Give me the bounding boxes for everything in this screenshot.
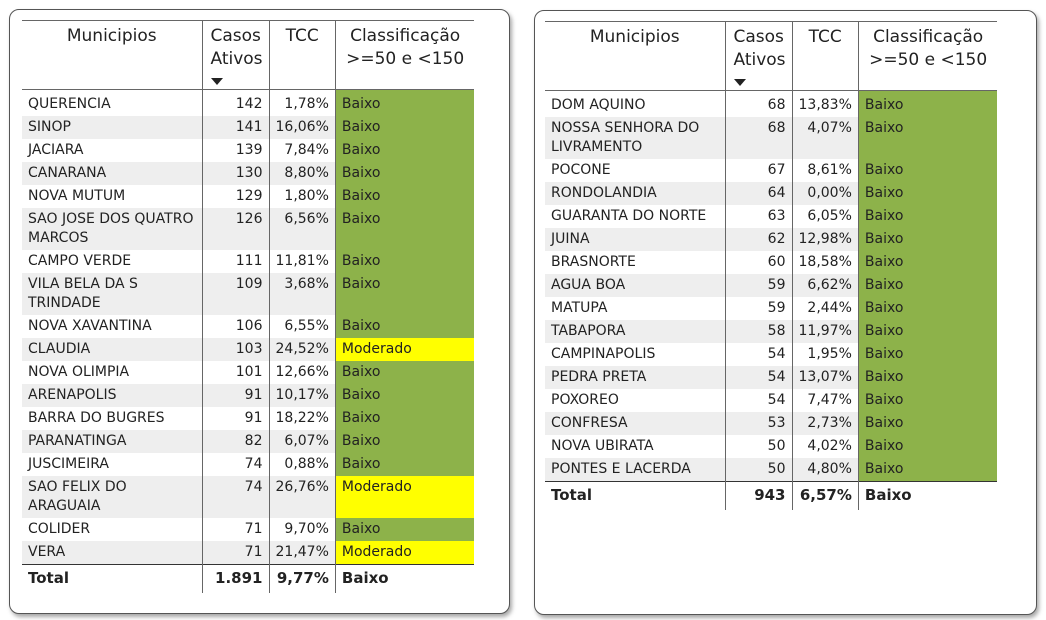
casos-ativos-cell: 68 xyxy=(725,91,792,118)
municipio-cell: VERA xyxy=(22,541,202,565)
classificacao-cell: Baixo xyxy=(858,458,997,482)
tcc-cell: 1,78% xyxy=(269,90,335,117)
classificacao-cell: Baixo xyxy=(858,366,997,389)
casos-ativos-cell: 59 xyxy=(725,274,792,297)
casos-ativos-cell: 68 xyxy=(725,117,792,159)
municipio-cell: BRASNORTE xyxy=(545,251,725,274)
classificacao-cell: Baixo xyxy=(335,384,474,407)
classificacao-cell: Baixo xyxy=(335,162,474,185)
classificacao-cell: Baixo xyxy=(858,159,997,182)
header-casos-ativos[interactable] xyxy=(725,22,792,91)
total-row xyxy=(22,565,474,594)
casos-ativos-cell: 126 xyxy=(202,208,269,250)
tcc-cell: 6,62% xyxy=(792,274,858,297)
header-casos-ativos[interactable] xyxy=(202,21,269,90)
table-row[interactable] xyxy=(22,518,474,541)
tcc-cell: 18,22% xyxy=(269,407,335,430)
table-row[interactable] xyxy=(545,159,997,182)
table-row[interactable] xyxy=(22,208,474,250)
classificacao-cell: Baixo xyxy=(335,208,474,250)
classificacao-cell: Baixo xyxy=(858,412,997,435)
tcc-cell: 2,44% xyxy=(792,297,858,320)
casos-ativos-cell: 106 xyxy=(202,315,269,338)
classificacao-cell: Baixo xyxy=(858,297,997,320)
table-row[interactable] xyxy=(545,366,997,389)
header-classificacao-label: Classificação xyxy=(873,27,984,47)
header-municipios[interactable]: Municipios xyxy=(545,22,725,91)
classificacao-cell: Baixo xyxy=(858,205,997,228)
classificacao-cell: Baixo xyxy=(858,389,997,412)
tcc-cell: 0,88% xyxy=(269,453,335,476)
casos-ativos-cell: 74 xyxy=(202,453,269,476)
classificacao-cell: Baixo xyxy=(858,435,997,458)
table-row[interactable] xyxy=(22,185,474,208)
sort-desc-icon[interactable] xyxy=(734,79,746,86)
casos-ativos-cell: 62 xyxy=(725,228,792,251)
municipios-table-right xyxy=(545,21,997,510)
tcc-cell: 18,58% xyxy=(792,251,858,274)
table-row[interactable] xyxy=(22,384,474,407)
tcc-cell: 7,84% xyxy=(269,139,335,162)
casos-ativos-cell: 59 xyxy=(725,297,792,320)
table-row[interactable] xyxy=(545,251,997,274)
table-row[interactable] xyxy=(545,320,997,343)
table-row[interactable] xyxy=(22,116,474,139)
tcc-cell: 8,80% xyxy=(269,162,335,185)
casos-ativos-cell: 54 xyxy=(725,366,792,389)
municipio-cell: PONTES E LACERDA xyxy=(545,458,725,482)
table-row[interactable] xyxy=(22,338,474,361)
municipio-cell: QUERENCIA xyxy=(22,90,202,117)
tcc-cell: 26,76% xyxy=(269,476,335,518)
total-label: Total xyxy=(545,482,725,511)
municipio-cell: SINOP xyxy=(22,116,202,139)
municipio-cell: PARANATINGA xyxy=(22,430,202,453)
casos-ativos-cell: 101 xyxy=(202,361,269,384)
municipio-cell: JUSCIMEIRA xyxy=(22,453,202,476)
header-tcc[interactable]: TCC xyxy=(269,21,335,90)
header-tcc[interactable]: TCC xyxy=(792,22,858,91)
tcc-cell: 24,52% xyxy=(269,338,335,361)
tcc-cell: 0,00% xyxy=(792,182,858,205)
right-table-panel xyxy=(534,10,1037,615)
municipio-cell: JACIARA xyxy=(22,139,202,162)
classificacao-cell: Baixo xyxy=(335,273,474,315)
municipio-cell: RONDOLANDIA xyxy=(545,182,725,205)
casos-ativos-cell: 53 xyxy=(725,412,792,435)
municipio-cell: SAO FELIX DO ARAGUAIA xyxy=(22,476,202,518)
classificacao-cell: Baixo xyxy=(858,320,997,343)
table-row[interactable] xyxy=(545,412,997,435)
municipio-cell: MATUPA xyxy=(545,297,725,320)
header-classificacao-range: >=50 e <150 xyxy=(869,50,988,70)
municipio-cell: CANARANA xyxy=(22,162,202,185)
header-casos-ativos-label: Casos Ativos xyxy=(210,26,263,69)
total-tcc: 9,77% xyxy=(269,565,335,594)
tcc-cell: 2,73% xyxy=(792,412,858,435)
sort-desc-icon[interactable] xyxy=(211,78,223,85)
tcc-cell: 11,81% xyxy=(269,250,335,273)
table-row[interactable] xyxy=(545,343,997,366)
classificacao-cell: Baixo xyxy=(858,182,997,205)
tcc-cell: 8,61% xyxy=(792,159,858,182)
table-row[interactable] xyxy=(545,297,997,320)
table-row[interactable] xyxy=(22,250,474,273)
casos-ativos-cell: 142 xyxy=(202,90,269,117)
table-row[interactable] xyxy=(545,182,997,205)
tcc-cell: 9,70% xyxy=(269,518,335,541)
municipio-cell: GUARANTA DO NORTE xyxy=(545,205,725,228)
classificacao-cell: Baixo xyxy=(335,250,474,273)
table-row[interactable] xyxy=(22,541,474,565)
classificacao-cell: Baixo xyxy=(335,430,474,453)
tcc-cell: 6,55% xyxy=(269,315,335,338)
municipio-cell: POXOREO xyxy=(545,389,725,412)
casos-ativos-cell: 71 xyxy=(202,541,269,565)
casos-ativos-cell: 91 xyxy=(202,407,269,430)
table-row[interactable] xyxy=(545,117,997,159)
classificacao-cell: Baixo xyxy=(335,90,474,117)
casos-ativos-cell: 103 xyxy=(202,338,269,361)
casos-ativos-cell: 63 xyxy=(725,205,792,228)
casos-ativos-cell: 111 xyxy=(202,250,269,273)
municipio-cell: PEDRA PRETA xyxy=(545,366,725,389)
casos-ativos-cell: 130 xyxy=(202,162,269,185)
left-table-panel xyxy=(9,9,510,614)
total-label: Total xyxy=(22,565,202,594)
tcc-cell: 1,80% xyxy=(269,185,335,208)
tcc-cell: 16,06% xyxy=(269,116,335,139)
classificacao-cell: Baixo xyxy=(335,361,474,384)
tcc-cell: 13,07% xyxy=(792,366,858,389)
casos-ativos-cell: 58 xyxy=(725,320,792,343)
classificacao-cell: Baixo xyxy=(335,407,474,430)
tcc-cell: 12,98% xyxy=(792,228,858,251)
table-row[interactable] xyxy=(22,139,474,162)
table-row[interactable] xyxy=(22,361,474,384)
header-row xyxy=(22,21,474,90)
tcc-cell: 13,83% xyxy=(792,91,858,118)
municipio-cell: SAO JOSE DOS QUATRO MARCOS xyxy=(22,208,202,250)
municipio-cell: TABAPORA xyxy=(545,320,725,343)
casos-ativos-cell: 54 xyxy=(725,343,792,366)
casos-ativos-cell: 50 xyxy=(725,435,792,458)
classificacao-cell: Baixo xyxy=(335,453,474,476)
tcc-cell: 4,02% xyxy=(792,435,858,458)
municipio-cell: COLIDER xyxy=(22,518,202,541)
classificacao-cell: Baixo xyxy=(858,251,997,274)
table-row[interactable] xyxy=(545,458,997,482)
tcc-cell: 6,56% xyxy=(269,208,335,250)
table-row[interactable] xyxy=(545,274,997,297)
casos-ativos-cell: 74 xyxy=(202,476,269,518)
table-row[interactable] xyxy=(22,430,474,453)
tcc-cell: 21,47% xyxy=(269,541,335,565)
municipio-cell: NOVA XAVANTINA xyxy=(22,315,202,338)
classificacao-cell: Baixo xyxy=(335,518,474,541)
classificacao-cell: Moderado xyxy=(335,541,474,565)
header-classificacao[interactable] xyxy=(858,22,997,91)
table-row[interactable] xyxy=(22,162,474,185)
municipio-cell: AGUA BOA xyxy=(545,274,725,297)
casos-ativos-cell: 139 xyxy=(202,139,269,162)
municipio-cell: DOM AQUINO xyxy=(545,91,725,118)
table-row[interactable] xyxy=(545,228,997,251)
casos-ativos-cell: 109 xyxy=(202,273,269,315)
tcc-cell: 6,07% xyxy=(269,430,335,453)
municipio-cell: NOVA OLIMPIA xyxy=(22,361,202,384)
table-row[interactable] xyxy=(22,476,474,518)
table-row[interactable] xyxy=(22,315,474,338)
table-row[interactable] xyxy=(22,273,474,315)
municipio-cell: CAMPINAPOLIS xyxy=(545,343,725,366)
classificacao-cell: Baixo xyxy=(335,116,474,139)
municipio-cell: CAMPO VERDE xyxy=(22,250,202,273)
classificacao-cell: Baixo xyxy=(858,343,997,366)
casos-ativos-cell: 50 xyxy=(725,458,792,482)
municipio-cell: BARRA DO BUGRES xyxy=(22,407,202,430)
total-casos-ativos: 943 xyxy=(725,482,792,511)
header-row xyxy=(545,22,997,91)
table-body-left xyxy=(22,90,474,594)
municipio-cell: POCONE xyxy=(545,159,725,182)
table-row[interactable] xyxy=(22,407,474,430)
casos-ativos-cell: 54 xyxy=(725,389,792,412)
table-row[interactable] xyxy=(22,453,474,476)
municipios-table-left xyxy=(22,20,474,593)
classificacao-cell: Baixo xyxy=(858,117,997,159)
tcc-cell: 4,80% xyxy=(792,458,858,482)
header-classificacao-label: Classificação xyxy=(350,26,461,46)
tcc-cell: 3,68% xyxy=(269,273,335,315)
municipio-cell: NOSSA SENHORA DO LIVRAMENTO xyxy=(545,117,725,159)
total-classificacao: Baixo xyxy=(335,565,474,594)
municipio-cell: VILA BELA DA S TRINDADE xyxy=(22,273,202,315)
tcc-cell: 10,17% xyxy=(269,384,335,407)
classificacao-cell: Baixo xyxy=(858,274,997,297)
table-row[interactable] xyxy=(545,91,997,118)
tcc-cell: 7,47% xyxy=(792,389,858,412)
municipio-cell: CONFRESA xyxy=(545,412,725,435)
tcc-cell: 6,05% xyxy=(792,205,858,228)
municipio-cell: CLAUDIA xyxy=(22,338,202,361)
municipio-cell: ARENAPOLIS xyxy=(22,384,202,407)
casos-ativos-cell: 60 xyxy=(725,251,792,274)
casos-ativos-cell: 64 xyxy=(725,182,792,205)
table-row[interactable] xyxy=(22,90,474,117)
tcc-cell: 12,66% xyxy=(269,361,335,384)
casos-ativos-cell: 141 xyxy=(202,116,269,139)
header-municipios[interactable]: Municipios xyxy=(22,21,202,90)
casos-ativos-cell: 71 xyxy=(202,518,269,541)
classificacao-cell: Baixo xyxy=(335,139,474,162)
table-body-right xyxy=(545,91,997,511)
casos-ativos-cell: 67 xyxy=(725,159,792,182)
total-tcc: 6,57% xyxy=(792,482,858,511)
total-classificacao: Baixo xyxy=(858,482,997,511)
classificacao-cell: Moderado xyxy=(335,476,474,518)
casos-ativos-cell: 82 xyxy=(202,430,269,453)
casos-ativos-cell: 91 xyxy=(202,384,269,407)
header-classificacao[interactable] xyxy=(335,21,474,90)
casos-ativos-cell: 129 xyxy=(202,185,269,208)
table-row[interactable] xyxy=(545,205,997,228)
tcc-cell: 1,95% xyxy=(792,343,858,366)
municipio-cell: NOVA MUTUM xyxy=(22,185,202,208)
tcc-cell: 4,07% xyxy=(792,117,858,159)
municipio-cell: JUINA xyxy=(545,228,725,251)
classificacao-cell: Moderado xyxy=(335,338,474,361)
classificacao-cell: Baixo xyxy=(335,315,474,338)
header-classificacao-range: >=50 e <150 xyxy=(346,49,465,69)
table-row[interactable] xyxy=(545,389,997,412)
total-row xyxy=(545,482,997,511)
tcc-cell: 11,97% xyxy=(792,320,858,343)
total-casos-ativos: 1.891 xyxy=(202,565,269,594)
municipio-cell: NOVA UBIRATA xyxy=(545,435,725,458)
classificacao-cell: Baixo xyxy=(858,91,997,118)
header-casos-ativos-label: Casos Ativos xyxy=(733,27,786,70)
table-row[interactable] xyxy=(545,435,997,458)
classificacao-cell: Baixo xyxy=(858,228,997,251)
classificacao-cell: Baixo xyxy=(335,185,474,208)
